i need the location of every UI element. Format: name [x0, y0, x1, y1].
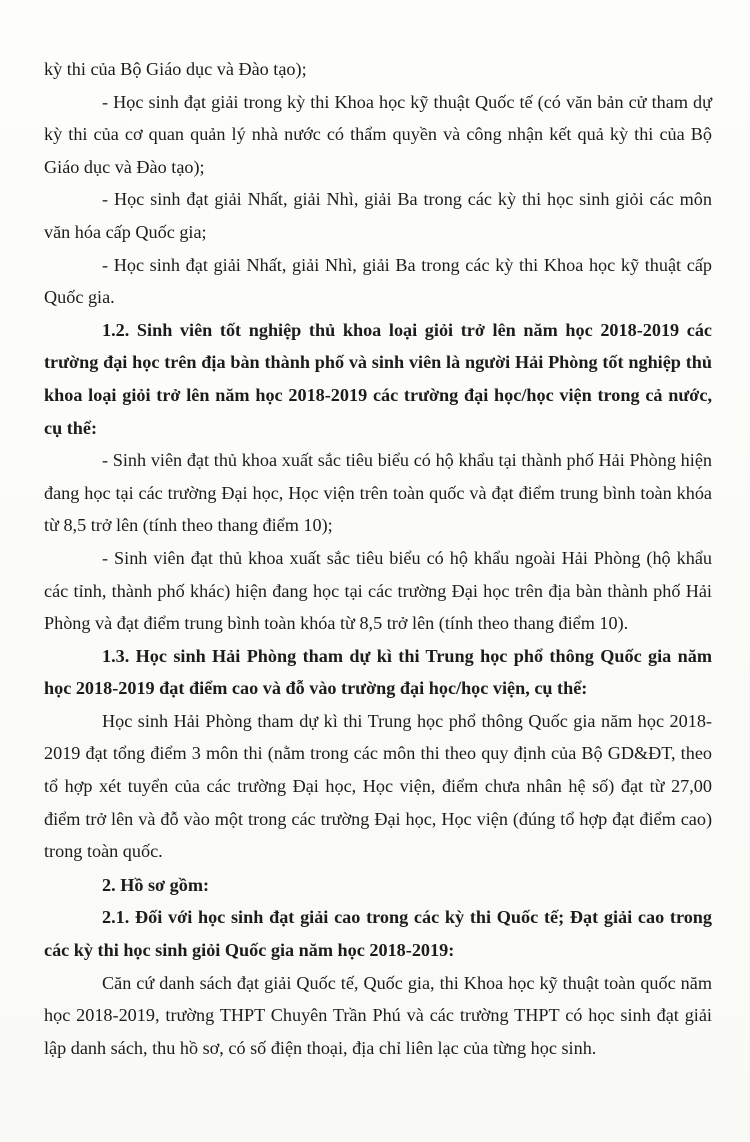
- paragraph-dossier-procedure: Căn cứ danh sách đạt giải Quốc tế, Quốc gia, thi Khoa học kỹ thuật toàn quốc năm học 2018-2019, trường THPT Chuyên Trần Phú và các trường THPT có học sinh đạt giải lập danh sách, thu hồ sơ, có số điện thoại, địa chỉ liên lạc của từng học sinh.: [44, 972, 712, 1058]
- section-heading-2-1: 2.1. Đối với học sinh đạt giải cao trong các kỳ thi Quốc tế; Đạt giải cao trong các kỳ thi học sinh giỏi Quốc gia năm học 2018-2019:: [44, 907, 712, 961]
- document-body: [44, 53, 712, 1064]
- section-heading-1-3: 1.3. Học sinh Hải Phòng tham dự kì thi Trung học phổ thông Quốc gia năm học 2018-2019 đạt điểm cao và đỗ vào trường đại học/học viện, cụ thể:: [44, 645, 712, 699]
- paragraph-bullet-national-subjects: - Học sinh đạt giải Nhất, giải Nhì, giải Ba trong các kỳ thi học sinh giỏi các môn văn hóa cấp Quốc gia;: [44, 189, 712, 242]
- paragraph-bullet-local-students: - Sinh viên đạt thủ khoa xuất sắc tiêu biểu có hộ khẩu tại thành phố Hải Phòng hiện đang học tại các trường Đại học, Học viện trên toàn quốc và đạt điểm trung bình toàn khóa từ 8,5 trở lên (tính theo thang điểm 10);: [44, 450, 712, 536]
- section-heading-1-2: 1.2. Sinh viên tốt nghiệp thủ khoa loại giỏi trở lên năm học 2018-2019 các trường đại học trên địa bàn thành phố và sinh viên là người Hải Phòng tốt nghiệp thủ khoa loại giỏi trở lên năm học 2018-2019 các trường đại học/học viện trong cả nước, cụ thể:: [44, 319, 712, 438]
- section-heading-2: 2. Hồ sơ gồm:: [102, 874, 210, 895]
- paragraph-bullet-intl-science: - Học sinh đạt giải trong kỳ thi Khoa học kỹ thuật Quốc tế (có văn bản cử tham dự kỳ thi của cơ quan quản lý nhà nước có thẩm quyền và công nhận kết quả kỳ thi của Bộ Giáo dục và Đào tạo);: [44, 91, 712, 177]
- paragraph-bullet-national-science: - Học sinh đạt giải Nhất, giải Nhì, giải Ba trong các kỳ thi Khoa học kỹ thuật cấp Quốc gia.: [44, 254, 712, 308]
- paragraph-bullet-nonlocal-students: - Sinh viên đạt thủ khoa xuất sắc tiêu biểu có hộ khẩu ngoài Hải Phòng (hộ khẩu các tỉnh, thành phố khác) hiện đang học tại các trường Đại học trên địa bàn thành phố Hải Phòng và đạt điểm trung bình toàn khóa từ 8,5 trở lên (tính theo thang điểm 10).: [44, 547, 712, 634]
- paragraph-continuation: kỳ thi của Bộ Giáo dục và Đào tạo);: [44, 59, 307, 79]
- paragraph-exam-criteria: Học sinh Hải Phòng tham dự kì thi Trung học phổ thông Quốc gia năm học 2018-2019 đạt tổng điểm 3 môn thi (nằm trong các môn thi theo quy định của Bộ GD&ĐT, theo tổ hợp xét tuyển của các trường Đại học, Học viện, điểm chưa nhân hệ số) đạt từ 27,00 điểm trở lên và đỗ vào một trong các trường Đại học, Học viện (đúng tổ hợp đạt điểm cao) trong toàn quốc.: [44, 710, 712, 862]
